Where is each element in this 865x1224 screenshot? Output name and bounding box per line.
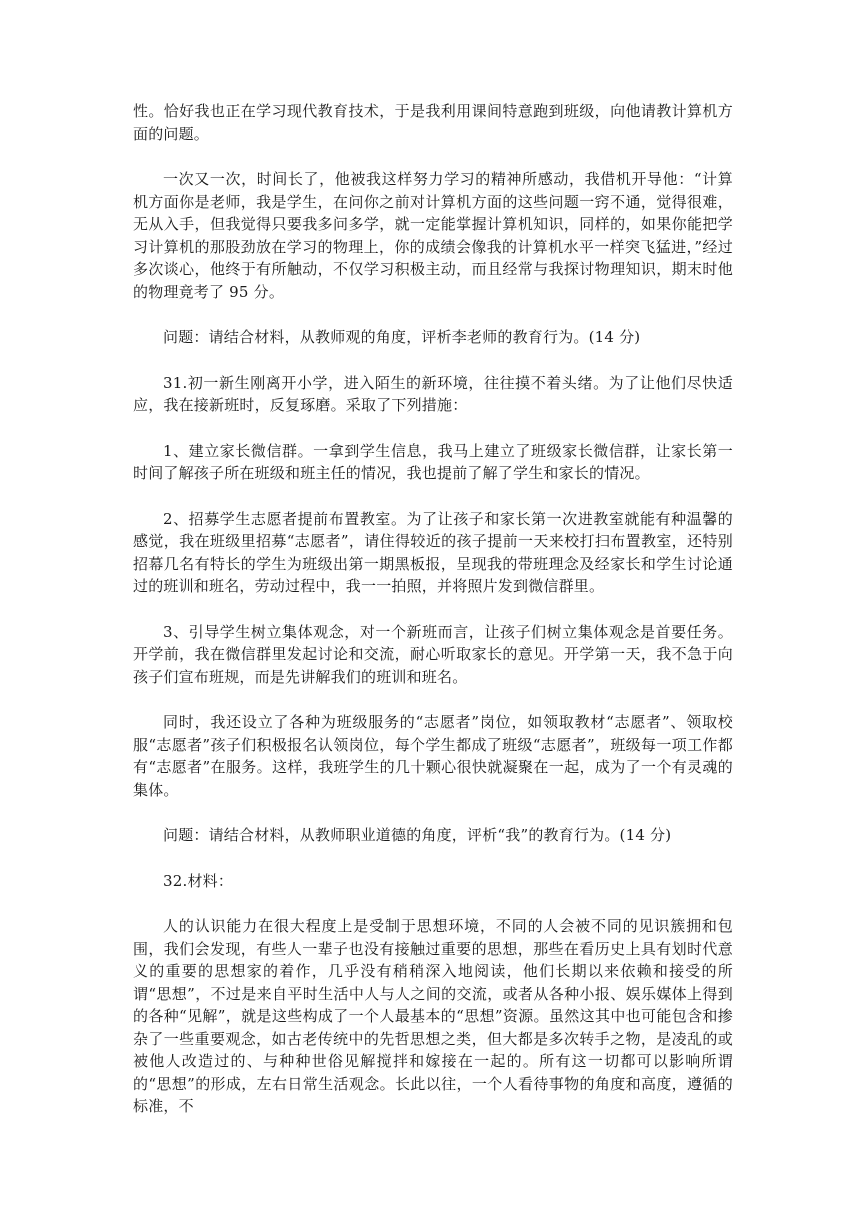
measure-3-continued: 同时，我还设立了各种为班级服务的“志愿者”岗位，如领取教材“志愿者”、领取校服“志愿者”孩子们积极报名认领岗位，每个学生都成了班级“志愿者”，班级每一项工作都有“志愿者”在服务。这样，我班学生的几十颗心很快就凝聚在一起，成为了一个有灵魂的集体。	[133, 713, 733, 799]
paragraph-continuation: 性。恰好我也正在学习现代教育技术，于是我利用课间特意跑到班级，向他请教计算机方面的问题。	[133, 102, 733, 143]
question-31: 问题：请结合材料，从教师职业道德的角度，评析“我”的教育行为。(14 分)	[163, 826, 672, 844]
paragraph-story: 一次又一次，时间长了，他被我这样努力学习的精神所感动，我借机开导他：“计算机方面你是老师，我是学生，在问你之前对计算机方面的这些问题一窍不通，觉得很难，无从入手，但我觉得只要我多问多学，就一定能掌握计算机知识，同样的，如果你能把学习计算机的那股劲放在学习的物理上，你的成绩会像我的计算机水平一样突飞猛进，”经过多次谈心，他终于有所触动，不仅学习积极主动，而且经常与我探讨物理知识，期末时他的物理竟考了 95 分。	[133, 170, 733, 301]
question-30: 问题：请结合材料，从教师观的角度，评析李老师的教育行为。(14 分)	[163, 328, 641, 346]
measure-1: 1、建立家长微信群。一拿到学生信息，我马上建立了班级家长微信群，让家长第一时间了解孩子所在班级和班主任的情况，我也提前了解了学生和家长的情况。	[133, 441, 733, 482]
question-31-intro: 31.初一新生刚离开小学，进入陌生的新环境，往往摸不着头绪。为了让他们尽快适应，我在接新班时，反复琢磨。采取了下列措施：	[133, 373, 733, 414]
question-32-heading: 32.材料：	[163, 871, 234, 890]
material-32: 人的认识能力在很大程度上是受制于思想环境，不同的人会被不同的见识簇拥和包围，我们会发现，有些人一辈子也没有接触过重要的思想，那些在看历史上具有划时代意义的重要的思想家的着作，几乎没有稍稍深入地阅读，他们长期以来依赖和接受的所谓“思想”，不过是来自平时生活中人与人之间的交流，或者从各种小报、娱乐媒体上得到的各种“见解”，就是这些构成了一个人最基本的“思想”资源。虽然这其中也可能包含和掺杂了一些重要观念，如古老传统中的先哲思想之类，但大都是多次转手之物，是凌乱的或被他人改造过的、与种种世俗见解搅拌和嫁接在一起的。所有这一切都可以影响所谓的“思想”的形成，左右日常生活观念。长此以往，一个人看待事物的角度和高度，遵循的标准，不	[133, 917, 733, 1115]
measure-3: 3、引导学生树立集体观念，对一个新班而言，让孩子们树立集体观念是首要任务。开学前，我在微信群里发起讨论和交流，耐心听取家长的意见。开学第一天，我不急于向孩子们宣布班规，而是先讲解我们的班训和班名。	[133, 622, 733, 686]
measure-2: 2、招募学生志愿者提前布置教室。为了让孩子和家长第一次进教室就能有种温馨的感觉，我在班级里招募“志愿者”，请住得较近的孩子提前一天来校打扫布置教室，还特别招幕几名有特长的学生为班级出第一期黑板报，呈现我的带班理念及经家长和学生讨论通过的班训和班名，劳动过程中，我一一拍照，并将照片发到微信群里。	[133, 509, 733, 595]
document-page	[133, 100, 733, 1141]
